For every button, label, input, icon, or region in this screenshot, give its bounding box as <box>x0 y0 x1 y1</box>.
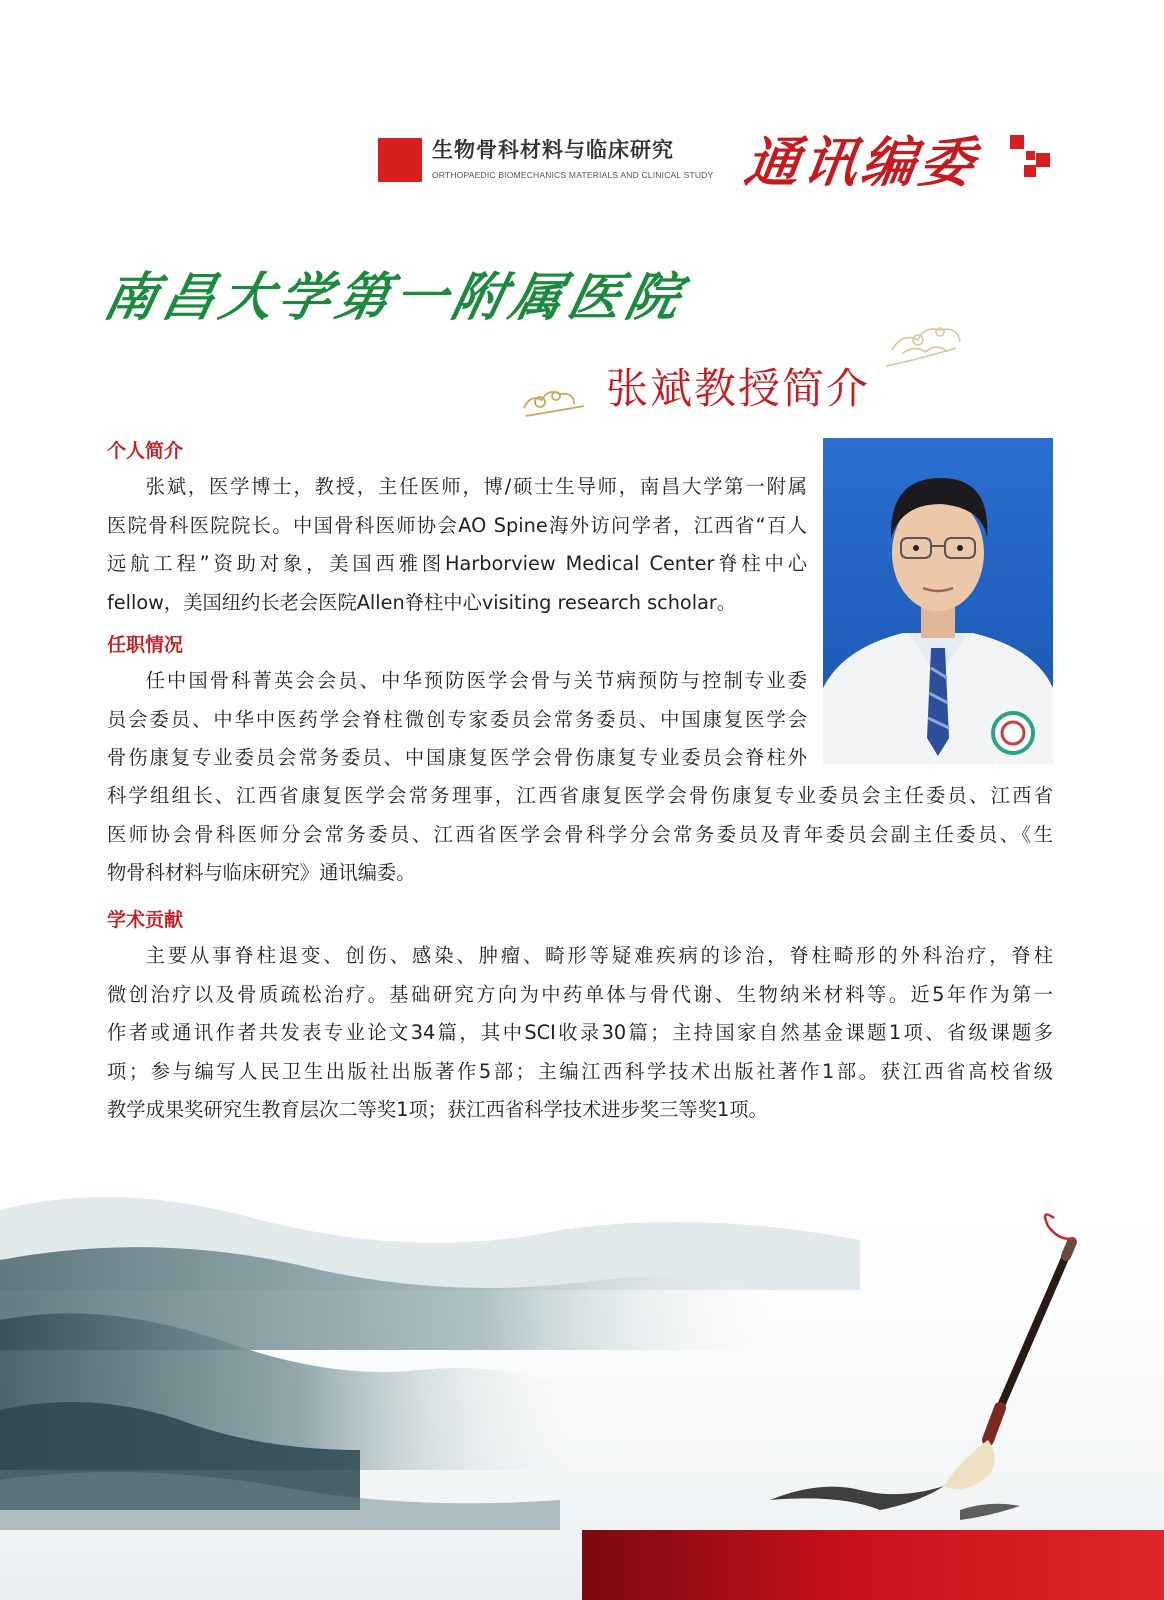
profile-paragraph <box>107 468 807 622</box>
academic-line: 微创治疗以及骨质疏松治疗。基础研究方向为中药单体与骨代谢、生物纳米材料等。近5年作为第一 <box>107 982 1053 1006</box>
portrait-photo <box>823 438 1053 764</box>
academic-line: 作者或通讯作者共发表专业论文34篇，其中SCI收录30篇；主持国家自然基金课题1项、省级课题多 <box>107 1021 1053 1044</box>
positions-line: 物骨科材料与临床研究》通讯编委。 <box>107 861 416 884</box>
academic-line: 主要从事脊柱退变、创伤、感染、肿瘤、畸形等疑难疾病的诊治，脊柱畸形的外科治疗，脊柱 <box>145 944 1053 967</box>
profile-line: 医院骨科医院院长。中国骨科医师协会AO Spine海外访问学者，江西省“百人 <box>107 513 807 537</box>
header-deco-squares <box>1010 135 1050 181</box>
positions-paragraph-top <box>107 662 807 778</box>
academic-line: 教学成果奖研究生教育层次二等奖1项；获江西省科学技术进步奖三等奖1项。 <box>107 1098 768 1121</box>
bottom-red-band <box>582 1530 1164 1600</box>
section-heading-academic: 学术贡献 <box>107 909 184 931</box>
page-title: 张斌教授简介 <box>606 364 871 413</box>
positions-paragraph-bottom <box>107 777 1053 893</box>
hospital-name: 南昌大学第一附属医院 <box>98 267 692 328</box>
section-heading-profile: 个人简介 <box>107 440 184 462</box>
cloud-ornament-right <box>882 310 972 370</box>
profile-line: fellow，美国纽约长老会医院Allen脊柱中心visiting research scholar。 <box>107 590 737 614</box>
section-heading-positions: 任职情况 <box>107 634 184 656</box>
academic-line: 项；参与编写人民卫生出版社出版著作5部；主编江西科学技术出版社著作1部。获江西省高校省级 <box>107 1059 1053 1083</box>
header-calligraphy: 通讯编委 <box>741 130 983 194</box>
cloud-ornament-left <box>520 382 590 422</box>
journal-title-en: ORTHOPAEDIC BIOMECHANICS MATERIALS AND CLINICAL STUDY <box>432 170 714 180</box>
positions-line: 科学组组长、江西省康复医学会常务理事，江西省康复医学会骨伤康复专业委员会主任委员、江西省 <box>107 784 1053 807</box>
positions-line: 医师协会骨科医师分会常务委员、江西省医学会骨科学分会常务委员及青年委员会副主任委员、《生 <box>107 822 1053 846</box>
profile-line: 远航工程”资助对象，美国西雅图Harborview Medical Center脊柱中心 <box>107 552 807 575</box>
header-red-square <box>378 138 422 182</box>
positions-line: 任中国骨科菁英会会员、中华预防医学会骨与关节病预防与控制专业委 <box>145 669 807 692</box>
positions-line: 骨伤康复专业委员会常务委员、中国康复医学会骨伤康复专业委员会脊柱外 <box>107 746 807 769</box>
academic-paragraph <box>107 937 1053 1130</box>
positions-line: 员会委员、中华中医药学会脊柱微创专家委员会常务委员、中国康复医学会 <box>107 707 807 731</box>
journal-title-cn: 生物骨科材料与临床研究 <box>432 138 674 162</box>
profile-line: 张斌，医学博士，教授，主任医师，博/硕士生导师，南昌大学第一附属 <box>145 475 807 498</box>
